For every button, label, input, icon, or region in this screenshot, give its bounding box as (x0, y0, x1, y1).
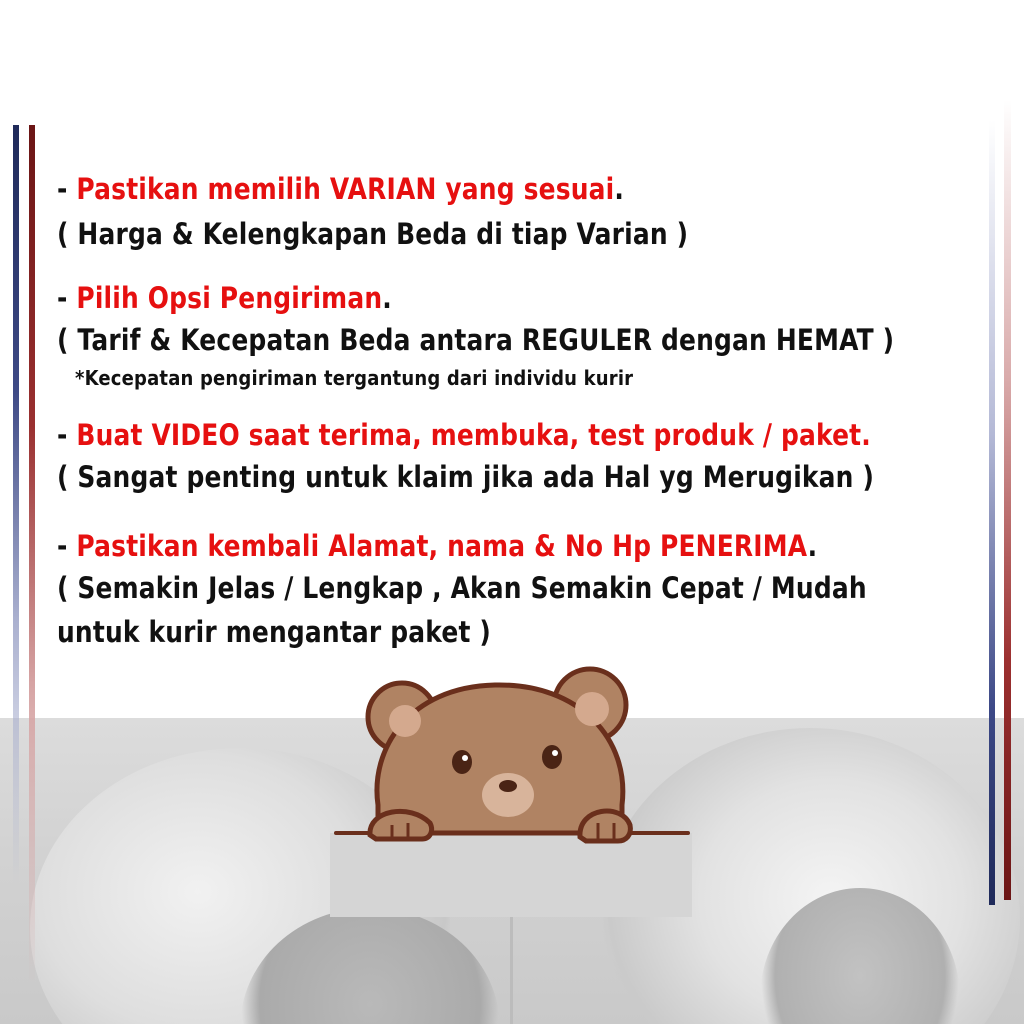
photo-divider (510, 908, 513, 1024)
item-4-end: . (807, 529, 818, 563)
item-1-detail: ( Harga & Kelengkapan Beda di tiap Varian ) (57, 217, 689, 251)
peeking-bear (330, 655, 710, 915)
item-1-end: . (614, 172, 625, 206)
peeking-bear-icon (330, 655, 710, 855)
item-3-dash: - (57, 418, 77, 452)
item-2-detail: ( Tarif & Kecepatan Beda antara REGULER dengan HEMAT ) (57, 323, 895, 357)
item-3-highlight: Buat VIDEO saat terima, membuka, test produk / paket. (76, 418, 871, 452)
left-navy-stripe (13, 125, 19, 885)
item-2-heading (57, 281, 392, 315)
item-2-note: *Kecepatan pengiriman tergantung dari individu kurir (75, 366, 634, 390)
item-4-highlight: Pastikan kembali Alamat, nama & No Hp PENERIMA (76, 529, 808, 563)
item-1-highlight: Pastikan memilih VARIAN yang sesuai (76, 172, 615, 206)
item-4-detail: ( Semakin Jelas / Lengkap , Akan Semakin Cepat / Mudah (57, 571, 867, 605)
item-2-end: . (382, 281, 392, 315)
right-red-stripe (1004, 100, 1011, 900)
item-4-heading (57, 529, 817, 563)
item-1-heading (57, 172, 624, 206)
item-1-dash: - (57, 172, 77, 206)
left-red-stripe (29, 125, 35, 985)
item-4-detail-continued: untuk kurir mengantar paket ) (57, 615, 491, 649)
item-2-highlight: Pilih Opsi Pengiriman (76, 281, 383, 315)
item-3-detail: ( Sangat penting untuk klaim jika ada Hal yg Merugikan ) (57, 460, 875, 494)
right-navy-stripe (989, 120, 995, 905)
item-3-heading (57, 418, 871, 452)
item-4-dash: - (57, 529, 77, 563)
item-2-dash: - (57, 281, 77, 315)
